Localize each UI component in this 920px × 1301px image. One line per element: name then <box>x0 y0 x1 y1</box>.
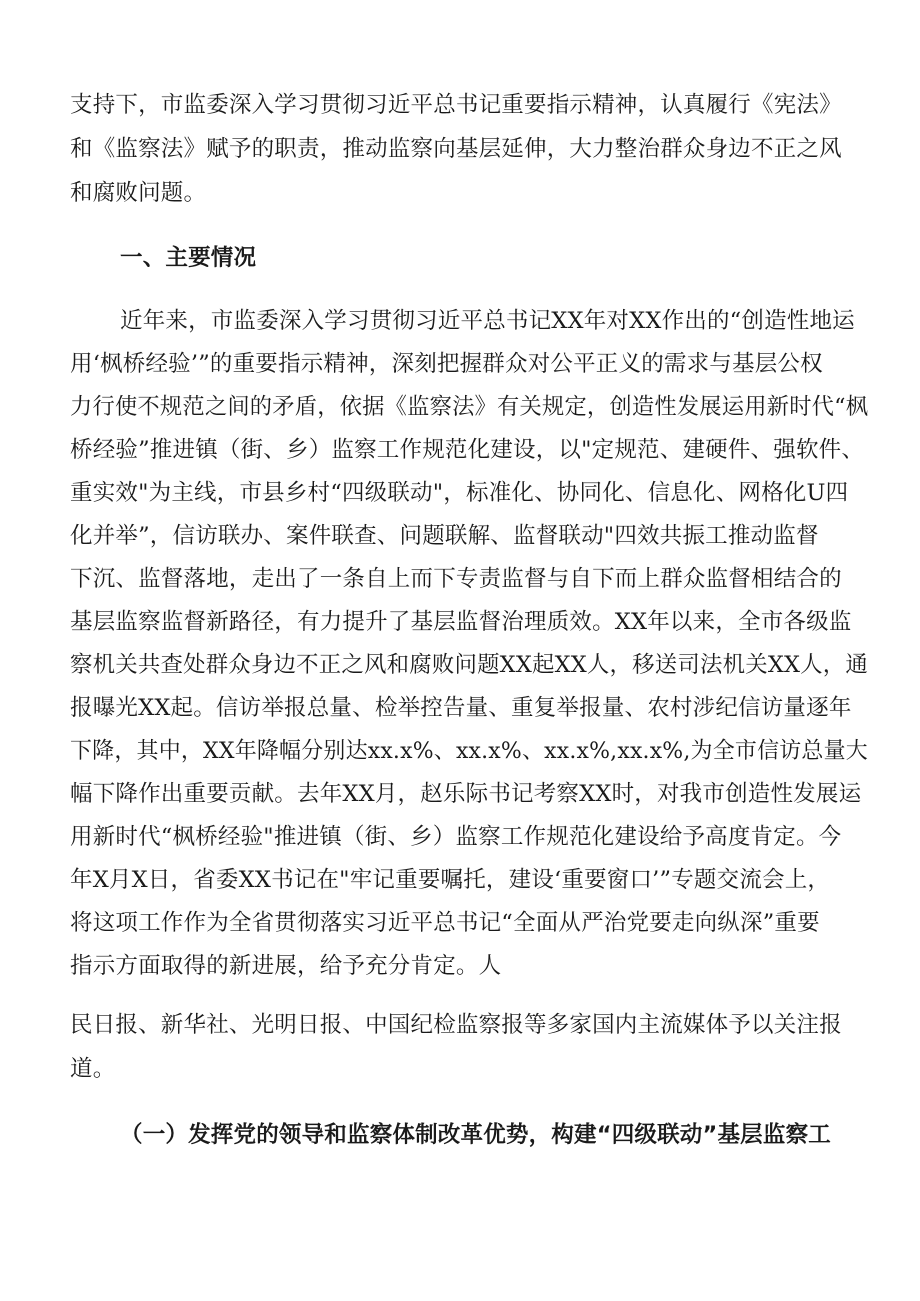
body-line: 基层监察监督新路径，有力提升了基层监督治理质效。XX年以来，全市各级监 <box>70 609 852 635</box>
body-line: 下降，其中，XX年降幅分别达xx.x%、xx.x%、xx.x%,xx.x%,为全市信访总量大 <box>70 738 868 764</box>
continuation-line: 道。 <box>70 1056 116 1082</box>
body-line: 指示方面取得的新进展，给予充分肯定。人 <box>70 953 502 979</box>
body-line: 下沉、监督落地，走出了一条自上而下专责监督与自下而上群众监督相结合的 <box>70 566 842 592</box>
body-line: 察机关共查处群众身边不正之风和腐败问题XX起XX人，移送司法机关XX人，通 <box>70 652 869 678</box>
body-line: 用新时代“枫桥经验"推进镇（街、乡）监察工作规范化建设给予高度肯定。今 <box>70 824 842 850</box>
body-line: 年X月X日，省委XX书记在"牢记重要嘱托，建设‘重要窗口’”专题交流会上， <box>70 867 831 893</box>
subsection-heading: （一）发挥党的领导和监察体制改革优势，构建“四级联动”基层监察工 <box>120 1122 831 1148</box>
body-line: 近年来，市监委深入学习贯彻习近平总书记XX年对XX作出的“创造性地运 <box>120 308 855 334</box>
body-line: 桥经验”推进镇（街、乡）监察工作规范化建设，以"定规范、建硬件、强软件、 <box>70 437 865 463</box>
section-heading: 一、主要情况 <box>120 245 257 271</box>
body-line: 用‘枫桥经验’”的重要指示精神，深刻把握群众对公平正义的需求与基层公权 <box>70 351 823 377</box>
body-line: 力行使不规范之间的矛盾，依据《监察法》有关规定，创造性发展运用新时代“枫 <box>70 394 869 420</box>
body-line: 化并举”，信访联办、案件联查、问题联解、监督联动"四效共振工推动监督 <box>70 523 819 549</box>
intro-line-3: 和腐败问题。 <box>70 180 207 206</box>
intro-line-2: 和《监察法》赋予的职责，推动监察向基层延伸，大力整治群众身边不正之风 <box>70 136 842 162</box>
intro-line-1: 支持下，市监委深入学习贯彻习近平总书记重要指示精神，认真履行《宪法》 <box>70 92 842 118</box>
continuation-line: 民日报、新华社、光明日报、中国纪检监察报等多家国内主流媒体予以关注报 <box>70 1012 842 1038</box>
body-line: 报曝光XX起。信访举报总量、检举控告量、重复举报量、农村涉纪信访量逐年 <box>70 695 852 721</box>
body-line: 幅下降作出重要贡献。去年XX月，赵乐际书记考察XX时，对我市创造性发展运 <box>70 781 862 807</box>
body-line: 将这项工作作为全省贯彻落实习近平总书记“全面从严治党要走向纵深”重要 <box>70 910 820 936</box>
body-line: 重实效"为主线，市县乡村“四级联动"，标准化、协同化、信息化、网格化U四 <box>70 480 849 506</box>
